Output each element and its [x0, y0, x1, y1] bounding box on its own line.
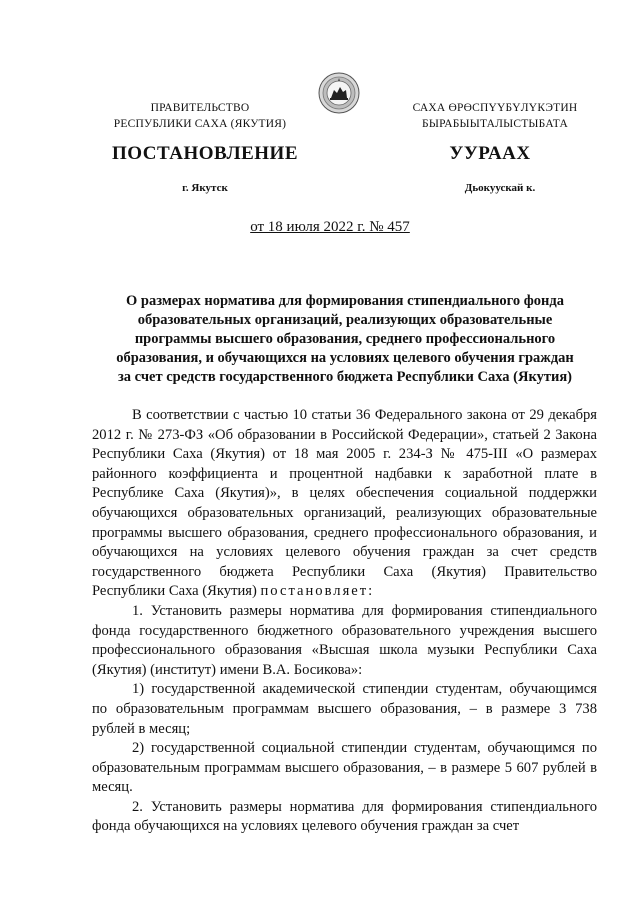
- header-left: [95, 100, 305, 132]
- header-right-line1: САХА ӨРӨСПҮҮБҮЛҮКЭТИН: [412, 102, 578, 114]
- document-title-ru: ПОСТАНОВЛЕНИЕ: [111, 143, 299, 164]
- header-left-line1: ПРАВИТЕЛЬСТВО: [150, 102, 250, 114]
- decree-subject: [110, 292, 580, 387]
- subject-line: образования, и обучающихся на условиях целевого обучения граждан: [116, 350, 574, 366]
- city-sah: Дьокуускай к.: [464, 182, 536, 194]
- subject-line: программы высшего образования, среднего профессионального: [134, 331, 556, 347]
- subject-line: образовательных организаций, реализующих образовательные: [137, 312, 553, 328]
- paragraph-intro: [92, 406, 597, 602]
- decree-body: [92, 406, 597, 837]
- paragraph-2: 2. Установить размеры норматива для формирования стипендиального фонда обучающихся на условиях целевого обучения граждан за счет: [92, 798, 597, 835]
- paragraph-1: 1. Установить размеры норматива для формирования стипендиального фонда государственного бюджетного образовательного учреждения высшего профессионального образования «Высшая школа музыки Республики Саха (Якутия) (институт) имени В.А. Босикова»:: [92, 602, 597, 678]
- paragraph-1-2: 2) государственной социальной стипендии студентам, обучающимся по образовательным программам высшего образования, – в размере 5 607 рублей в месяц.: [92, 740, 597, 796]
- document-title-sah: УУРААХ: [449, 143, 531, 164]
- decree-date-number: от 18 июля 2022 г. № 457: [250, 219, 410, 235]
- coat-of-arms-emblem: [318, 72, 360, 114]
- city-ru: г. Якутск: [182, 182, 228, 194]
- intro-keyword: постановляет:: [260, 583, 375, 600]
- paragraph-1-1: 1) государственной академической стипендии студентам, обучающимся по образовательным программам высшего образования, – в размере 3 738 рублей в месяц;: [92, 681, 597, 737]
- header-right-line2: БЫРАБЫЫТАЛЫСТЫБАТА: [422, 118, 568, 130]
- header-right: [390, 100, 600, 132]
- subject-line: О размерах норматива для формирования стипендиального фонда: [126, 293, 564, 309]
- header-left-line2: РЕСПУБЛИКИ САХА (ЯКУТИЯ): [113, 118, 287, 130]
- intro-text: В соответствии с частью 10 статьи 36 Федерального закона от 29 декабря 2012 г. № 273-ФЗ «Об образовании в Российской Федерации», статьей 2 Закона Республики Саха (Якутия) от 18 мая 2005 г. 234-З № 475-III «О размерах районного коэффициента и процентной надбавки к заработной плате в Республике Саха (Якутия)», в целях обеспечения социальной поддержки обучающихся образовательных организаций, реализующих образовательные программы высшего образования, среднего профессионального образования, и обучающихся на условиях целевого обучения граждан за счет средств государственного бюджета Республики Саха (Якутия) Правительство Республики Саха (Якутия): [92, 407, 597, 600]
- subject-line: за счет средств государственного бюджета Республики Саха (Якутия): [117, 369, 572, 385]
